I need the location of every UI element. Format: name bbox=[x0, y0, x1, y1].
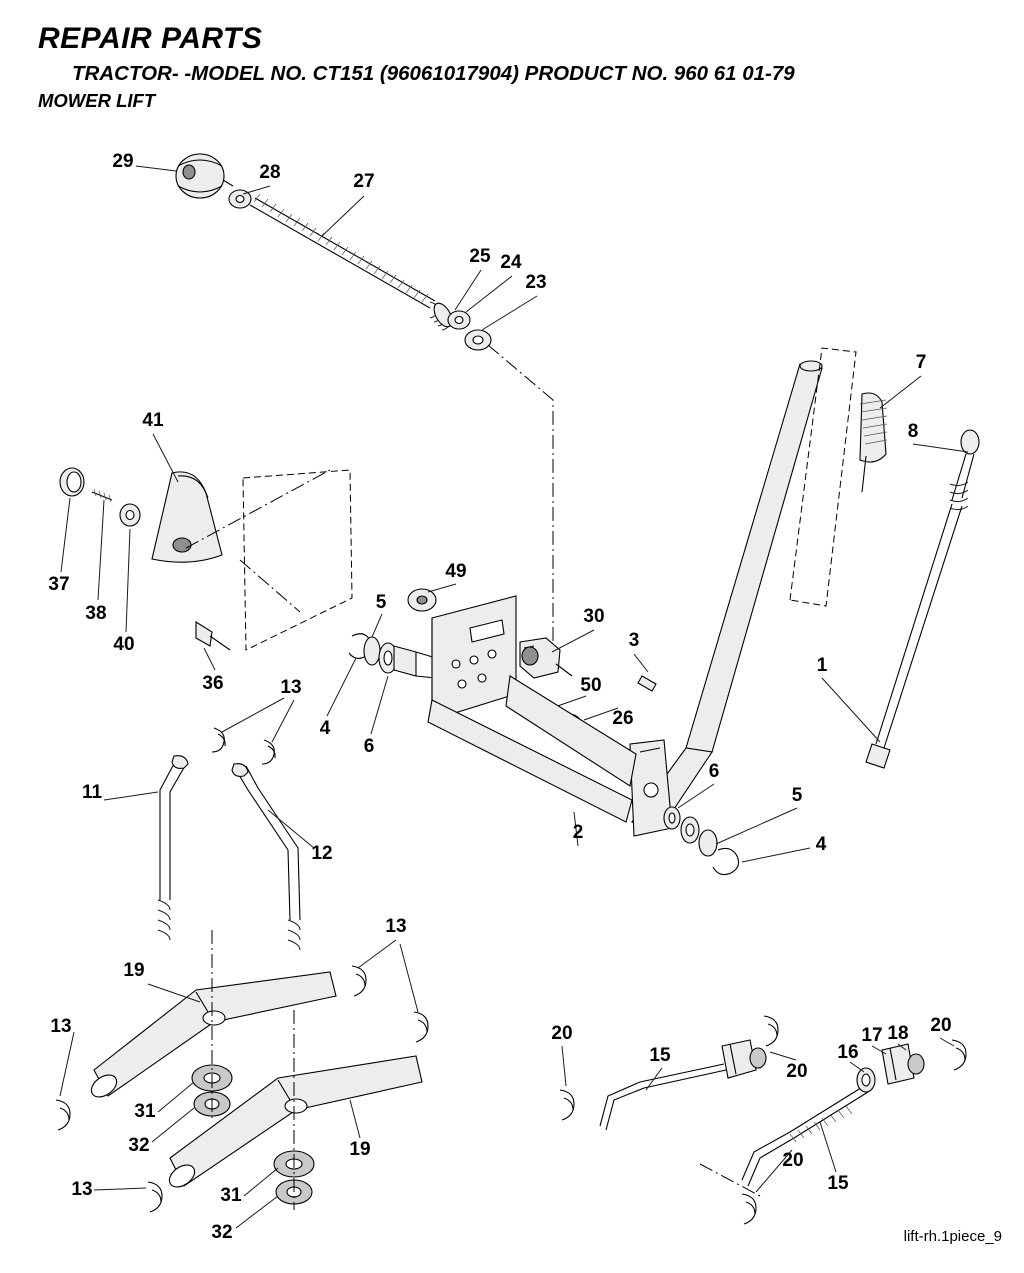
callout-49: 49 bbox=[445, 561, 467, 582]
callout-13: 13 bbox=[50, 1016, 72, 1037]
callout-11: 11 bbox=[81, 782, 103, 803]
callout-41: 41 bbox=[142, 410, 164, 431]
callout-5: 5 bbox=[375, 592, 387, 613]
model-subtitle: TRACTOR- -MODEL NO. CT151 (96061017904) PRODUCT NO. 960 61 01-79 bbox=[72, 62, 795, 85]
section-title: MOWER LIFT bbox=[38, 90, 156, 111]
callout-20: 20 bbox=[930, 1015, 952, 1036]
callout-20: 20 bbox=[551, 1023, 573, 1044]
callout-17: 17 bbox=[861, 1025, 883, 1046]
callout-19: 19 bbox=[349, 1139, 371, 1160]
callout-16: 16 bbox=[837, 1042, 859, 1063]
callout-3: 3 bbox=[628, 630, 640, 651]
callout-1: 1 bbox=[816, 655, 828, 676]
callout-19: 19 bbox=[123, 960, 145, 981]
callout-2: 2 bbox=[572, 822, 584, 843]
pivot-shaft-assembly-right bbox=[664, 784, 810, 875]
callout-6: 6 bbox=[708, 761, 720, 782]
callout-40: 40 bbox=[113, 634, 135, 655]
callout-31: 31 bbox=[134, 1101, 156, 1122]
callout-32: 32 bbox=[128, 1135, 150, 1156]
callout-37: 37 bbox=[48, 574, 70, 595]
adjustment-rods-assembly bbox=[560, 1016, 966, 1224]
callout-20: 20 bbox=[782, 1150, 804, 1171]
callout-15: 15 bbox=[827, 1173, 849, 1194]
page-title: REPAIR PARTS bbox=[38, 22, 263, 55]
callout-12: 12 bbox=[311, 843, 333, 864]
lift-rods-11-12 bbox=[104, 698, 314, 950]
callout-6: 6 bbox=[363, 736, 375, 757]
callout-13: 13 bbox=[280, 677, 302, 698]
lift-lever-bracket-assembly bbox=[60, 434, 352, 670]
callout-8: 8 bbox=[907, 421, 919, 442]
callout-30: 30 bbox=[583, 606, 605, 627]
callout-25: 25 bbox=[469, 246, 491, 267]
callout-32: 32 bbox=[211, 1222, 233, 1243]
callout-4: 4 bbox=[319, 718, 331, 739]
callout-38: 38 bbox=[85, 603, 107, 624]
callout-24: 24 bbox=[500, 252, 522, 273]
callout-13: 13 bbox=[71, 1179, 93, 1200]
lift-handle-knob-assembly bbox=[136, 154, 553, 660]
callout-4: 4 bbox=[815, 834, 827, 855]
callout-26: 26 bbox=[612, 708, 634, 729]
callout-13: 13 bbox=[385, 916, 407, 937]
callout-7: 7 bbox=[915, 352, 927, 373]
callout-29: 29 bbox=[112, 151, 134, 172]
callout-50: 50 bbox=[580, 675, 602, 696]
callout-31: 31 bbox=[220, 1185, 242, 1206]
callout-28: 28 bbox=[259, 162, 281, 183]
drawing-code: lift-rh.1piece_9 bbox=[903, 1228, 1002, 1245]
callout-15: 15 bbox=[649, 1045, 671, 1066]
callout-27: 27 bbox=[353, 171, 375, 192]
callout-36: 36 bbox=[202, 673, 224, 694]
callout-20: 20 bbox=[786, 1061, 808, 1082]
callout-18: 18 bbox=[887, 1023, 909, 1044]
callout-5: 5 bbox=[791, 785, 803, 806]
callout-23: 23 bbox=[525, 272, 547, 293]
lift-arms-assembly bbox=[56, 930, 428, 1228]
